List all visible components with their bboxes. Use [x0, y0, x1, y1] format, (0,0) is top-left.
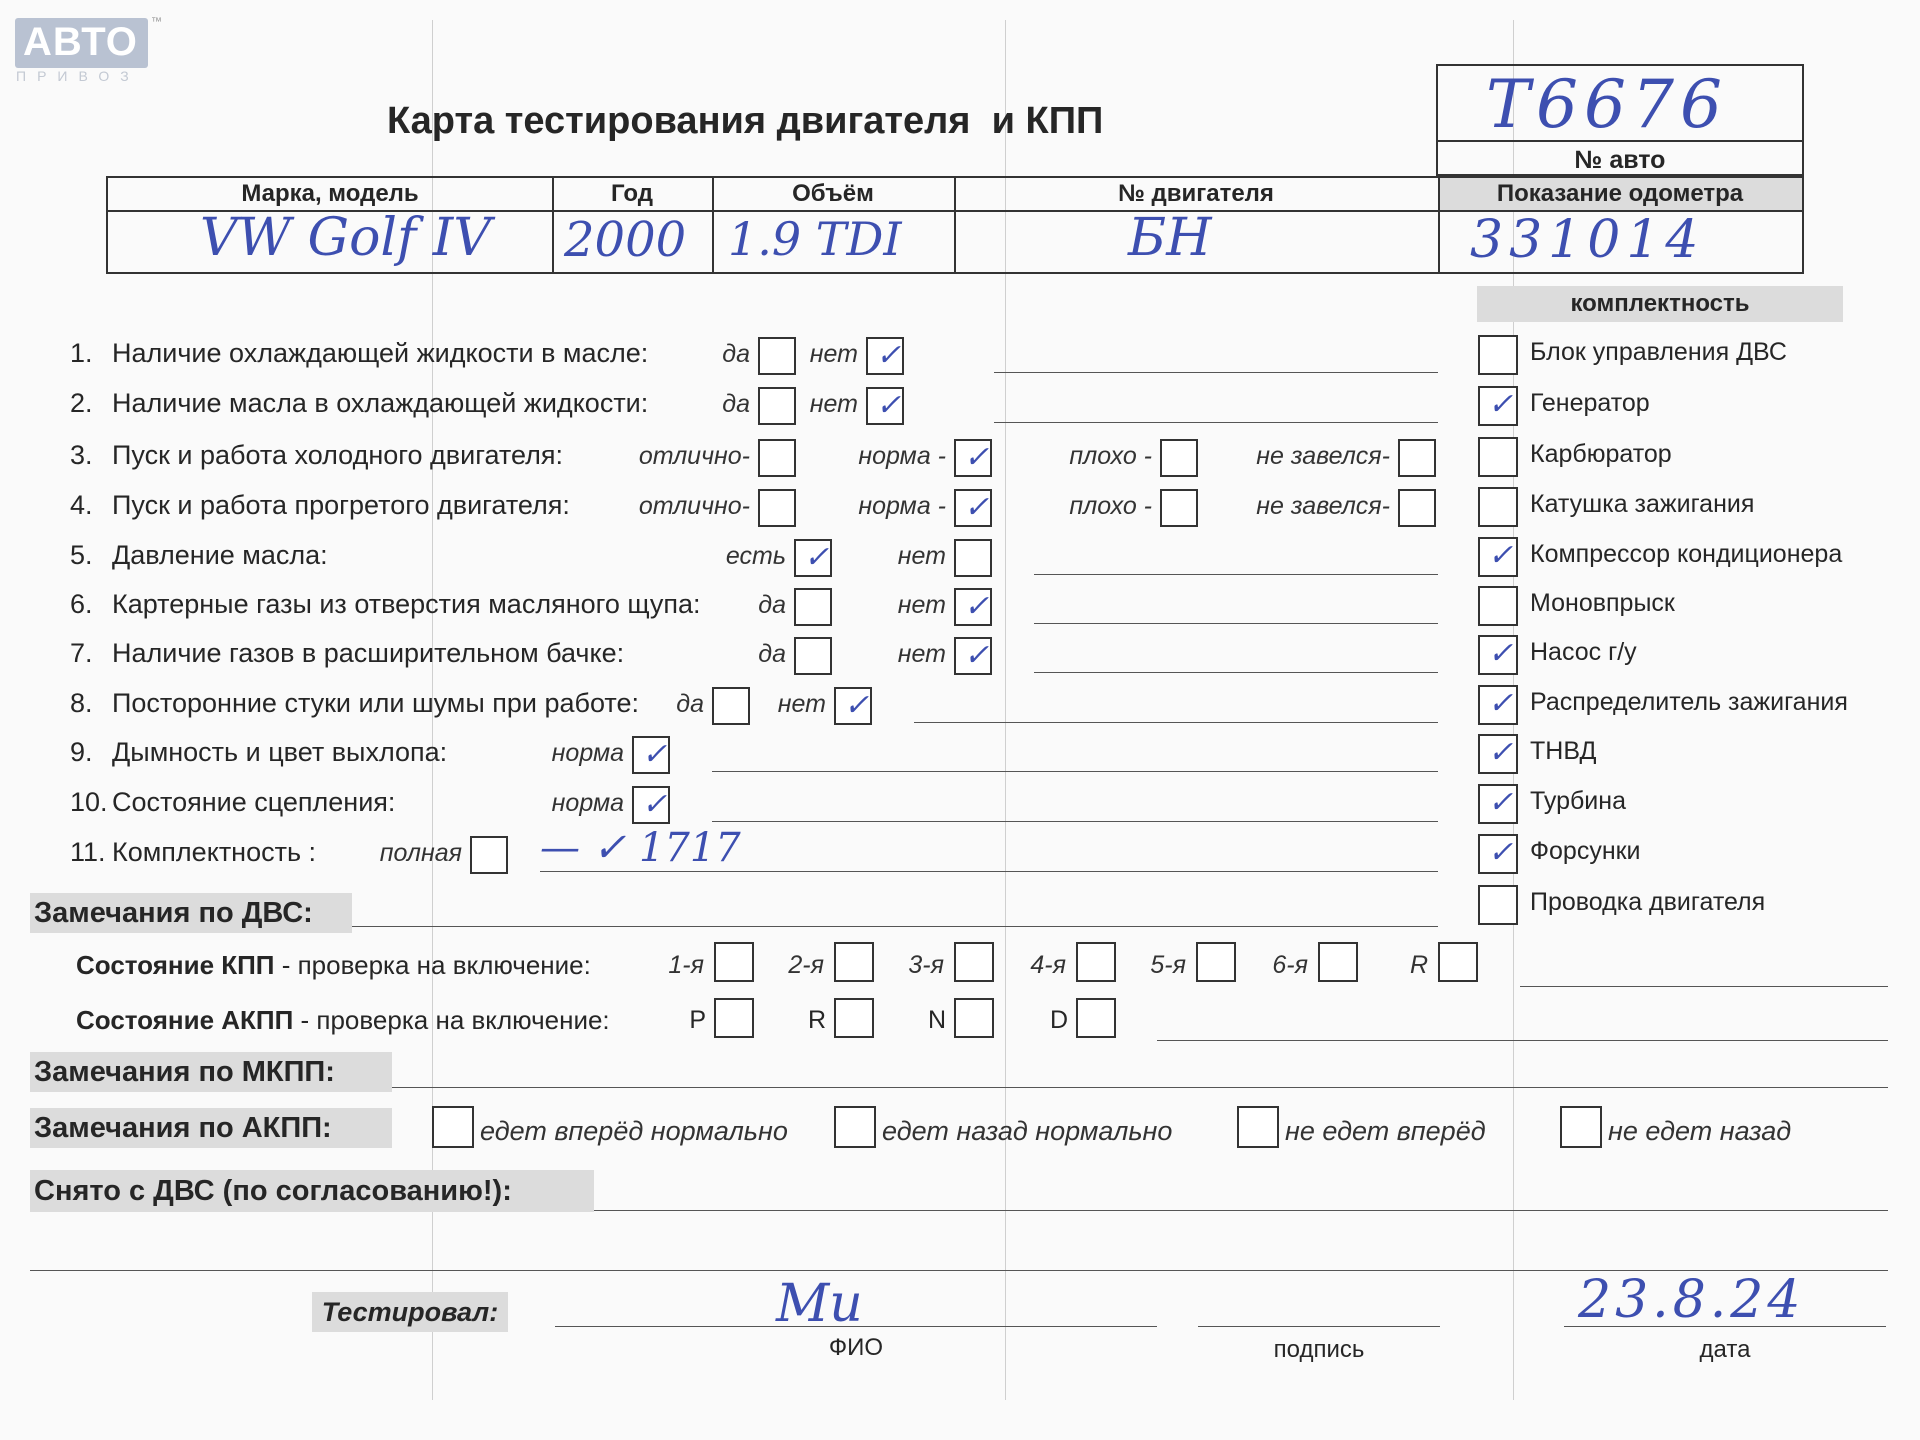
row-number: 4.: [70, 490, 93, 520]
check-mark: ✓: [642, 787, 668, 822]
kpp-label-rest: - проверка на включение:: [274, 950, 591, 980]
row-label: Дымность и цвет выхлопа:: [112, 737, 448, 767]
remark-line[interactable]: [712, 821, 1438, 822]
option-label: нет: [809, 340, 858, 368]
mode-checkbox[interactable]: [954, 998, 994, 1038]
gear-label: 2-я: [788, 951, 824, 979]
kit-title: комплектность: [1477, 286, 1843, 322]
akpp-label-bold: Состояние АКПП: [76, 1005, 294, 1035]
akpp-remarks-label: Замечания по АКПП:: [30, 1108, 392, 1148]
check-mark: ✓: [964, 638, 990, 673]
akpp-label: [76, 1005, 610, 1036]
mode-checkbox[interactable]: [714, 998, 754, 1038]
kit-item-label: ТНВД: [1530, 737, 1597, 765]
mode-label: N: [927, 1006, 946, 1034]
gear-label: 4-я: [1030, 951, 1066, 979]
row-number: 5.: [70, 540, 93, 570]
gear-checkbox[interactable]: [954, 942, 994, 982]
dvs-remarks-line[interactable]: [352, 926, 1438, 927]
option-label: да: [676, 690, 704, 718]
row-number: 7.: [70, 638, 93, 668]
row-number: 3.: [70, 440, 93, 470]
check-mark: ✓: [1488, 835, 1514, 870]
remark-line[interactable]: [994, 372, 1438, 373]
option-label: не завелся-: [1256, 492, 1390, 520]
option-label: нет: [897, 640, 946, 668]
page-title: Карта тестирования двигателя и КПП: [387, 100, 1104, 142]
make-label: Марка, модель: [241, 180, 419, 207]
option-label: отлично-: [638, 442, 750, 470]
check-mark: ✓: [1488, 538, 1514, 573]
logo-main: АВТО: [23, 20, 138, 64]
mode-label: R: [807, 1006, 826, 1034]
akpp-option-checkbox[interactable]: [432, 1106, 474, 1148]
option-checkbox[interactable]: [1160, 439, 1198, 477]
row-label: Состояние сцепления:: [112, 787, 396, 817]
row-number: 6.: [70, 589, 93, 619]
check-mark: ✓: [964, 589, 990, 624]
option-label: нет: [897, 542, 946, 570]
removed-label: Снято с ДВС (по согласованию!):: [30, 1170, 594, 1212]
fio-line[interactable]: [555, 1326, 1157, 1327]
option-label: да: [722, 340, 750, 368]
row-label: Наличие масла в охлаждающей жидкости:: [112, 388, 649, 418]
akpp-label-rest: - проверка на включение:: [293, 1005, 610, 1035]
option-label: плохо -: [1069, 442, 1152, 470]
row-label: Посторонние стуки или шумы при работе:: [112, 688, 639, 718]
option-checkbox[interactable]: [758, 489, 796, 527]
option-checkbox[interactable]: [834, 687, 872, 725]
logo-tm: ™: [151, 16, 162, 28]
option-label: норма: [551, 739, 624, 767]
kit-checkbox[interactable]: [1478, 586, 1518, 626]
make-value: VW Golf IV: [200, 208, 491, 268]
option-label: полная: [379, 839, 462, 867]
remark-line[interactable]: [1034, 672, 1438, 673]
option-checkbox[interactable]: [1398, 439, 1436, 477]
option-checkbox[interactable]: [758, 387, 796, 425]
signature-line[interactable]: [1198, 1326, 1440, 1327]
kpp-line[interactable]: [1520, 986, 1888, 987]
kit-item-label: Насос г/у: [1530, 638, 1637, 666]
option-checkbox[interactable]: [954, 637, 992, 675]
year-label: Год: [611, 180, 653, 207]
kit-item-label: Компрессор кондиционера: [1530, 540, 1843, 568]
row-number: 10.: [70, 787, 108, 817]
row-number: 9.: [70, 737, 93, 767]
mkpp-remarks-line[interactable]: [392, 1087, 1888, 1088]
kit-item-label: Катушка зажигания: [1530, 490, 1755, 518]
kit-checkbox[interactable]: [1478, 685, 1518, 725]
option-checkbox[interactable]: [794, 588, 832, 626]
option-label: нет: [809, 390, 858, 418]
check-mark: ✓: [1488, 735, 1514, 770]
row-number: 11.: [70, 837, 106, 867]
row-label: Наличие газов в расширительном бачке:: [112, 638, 625, 668]
row-label: Наличие охлаждающей жидкости в масле:: [112, 338, 649, 368]
akpp-line[interactable]: [1157, 1040, 1888, 1041]
row-number: 1.: [70, 338, 93, 368]
option-label: да: [758, 640, 786, 668]
row-number: 8.: [70, 688, 93, 718]
kit-checkbox[interactable]: [1478, 437, 1518, 477]
kit-item-label: Проводка двигателя: [1530, 888, 1766, 916]
option-checkbox[interactable]: [1160, 489, 1198, 527]
option-checkbox[interactable]: [954, 539, 992, 577]
engine-value: БН: [1128, 208, 1212, 268]
fio-label: ФИО: [828, 1334, 884, 1361]
option-label: нет: [897, 591, 946, 619]
kit-item-label: Моновпрыск: [1530, 589, 1675, 617]
option-checkbox[interactable]: [954, 489, 992, 527]
removed-line[interactable]: [594, 1210, 1888, 1211]
tester-value: Ми: [776, 1274, 863, 1334]
option-checkbox[interactable]: [866, 387, 904, 425]
remark-line[interactable]: [1034, 574, 1438, 575]
mode-checkbox[interactable]: [1076, 998, 1116, 1038]
handwritten-note: — ✓ 1717: [540, 825, 741, 871]
akpp-option-label: не едет назад: [1608, 1116, 1792, 1146]
option-checkbox[interactable]: [632, 786, 670, 824]
kit-item-label: Распределитель зажигания: [1530, 688, 1848, 716]
gear-label: 1-я: [668, 951, 704, 979]
option-label: отлично-: [638, 492, 750, 520]
row-label: Картерные газы из отверстия масляного щупа:: [112, 589, 701, 619]
option-label: не завелся-: [1256, 442, 1390, 470]
akpp-option-label: не едет вперёд: [1285, 1116, 1486, 1146]
kit-checkbox[interactable]: [1478, 784, 1518, 824]
kit-checkbox[interactable]: [1478, 834, 1518, 874]
check-mark: ✓: [1488, 686, 1514, 721]
option-checkbox[interactable]: [954, 439, 992, 477]
row-label: Пуск и работа прогретого двигателя:: [112, 490, 570, 520]
header-table: [106, 176, 1804, 274]
kit-checkbox[interactable]: [1478, 537, 1518, 577]
dvs-remarks-label: Замечания по ДВС:: [30, 893, 352, 933]
akpp-option-label: едет вперёд нормально: [480, 1116, 788, 1146]
check-mark: ✓: [876, 338, 902, 373]
car-id-box: [1436, 64, 1804, 176]
gear-label: 6-я: [1272, 951, 1308, 979]
kit-checkbox[interactable]: [1478, 734, 1518, 774]
option-checkbox[interactable]: [794, 539, 832, 577]
remark-line[interactable]: [994, 422, 1438, 423]
remark-line[interactable]: [712, 771, 1438, 772]
kit-checkbox[interactable]: [1478, 335, 1518, 375]
kit-checkbox[interactable]: [1478, 487, 1518, 527]
gear-checkbox[interactable]: [714, 942, 754, 982]
akpp-option-checkbox[interactable]: [834, 1106, 876, 1148]
check-mark: ✓: [964, 490, 990, 525]
gear-label: R: [1409, 951, 1428, 979]
engine-label: № двигателя: [1118, 180, 1274, 207]
kit-item-label: Карбюратор: [1530, 440, 1672, 468]
option-label: норма: [551, 789, 624, 817]
gear-label: 3-я: [908, 951, 944, 979]
check-mark: ✓: [1488, 636, 1514, 671]
kit-checkbox[interactable]: [1478, 386, 1518, 426]
option-checkbox[interactable]: [632, 736, 670, 774]
row-label: Давление масла:: [112, 540, 328, 570]
kit-item-label: Блок управления ДВС: [1530, 338, 1787, 366]
akpp-option-checkbox[interactable]: [1237, 1106, 1279, 1148]
date-value: 23.8.24: [1578, 1270, 1805, 1330]
logo: [15, 16, 162, 68]
option-checkbox[interactable]: [470, 836, 508, 874]
option-checkbox[interactable]: [794, 637, 832, 675]
kit-checkbox[interactable]: [1478, 635, 1518, 675]
row-number: 2.: [70, 388, 93, 418]
logo-subtitle: ПРИВОЗ: [16, 68, 140, 84]
check-mark: ✓: [964, 440, 990, 475]
check-mark: ✓: [642, 737, 668, 772]
year-value: 2000: [564, 212, 687, 268]
gear-checkbox[interactable]: [1076, 942, 1116, 982]
option-label: нет: [777, 690, 826, 718]
option-label: есть: [725, 542, 786, 570]
akpp-option-checkbox[interactable]: [1560, 1106, 1602, 1148]
check-mark: ✓: [804, 540, 830, 575]
option-label: да: [758, 591, 786, 619]
kpp-label-bold: Состояние КПП: [76, 950, 275, 980]
mkpp-remarks-label: Замечания по МКПП:: [30, 1052, 392, 1092]
check-mark: ✓: [844, 688, 870, 723]
date-label: дата: [1699, 1336, 1751, 1363]
gear-checkbox[interactable]: [834, 942, 874, 982]
volume-value: 1.9 TDI: [728, 212, 902, 266]
remark-line[interactable]: [540, 871, 1438, 872]
kpp-label: [76, 950, 591, 981]
date-line[interactable]: [1564, 1326, 1886, 1327]
option-label: норма -: [858, 492, 946, 520]
odometer-label: Показание одометра: [1496, 180, 1744, 207]
car-id-label: № авто: [1574, 146, 1666, 174]
car-id-divider: [1438, 140, 1802, 142]
gear-checkbox[interactable]: [1318, 942, 1358, 982]
row-label: Пуск и работа холодного двигателя:: [112, 440, 563, 470]
check-mark: ✓: [876, 388, 902, 423]
remark-line[interactable]: [914, 722, 1438, 723]
check-mark: ✓: [1488, 387, 1514, 422]
option-checkbox[interactable]: [758, 337, 796, 375]
kit-item-label: Форсунки: [1530, 837, 1641, 865]
mode-label: D: [1049, 1006, 1068, 1034]
option-checkbox[interactable]: [954, 588, 992, 626]
option-checkbox[interactable]: [1398, 489, 1436, 527]
tested-label: Тестировал:: [312, 1292, 508, 1332]
kit-item-label: Генератор: [1530, 389, 1650, 417]
check-mark: ✓: [1488, 785, 1514, 820]
car-id-value: T6676: [1486, 66, 1728, 143]
row-label: Комплектность :: [112, 837, 317, 867]
option-checkbox[interactable]: [758, 439, 796, 477]
kit-checkbox[interactable]: [1478, 885, 1518, 925]
option-checkbox[interactable]: [866, 337, 904, 375]
akpp-option-label: едет назад нормально: [882, 1116, 1173, 1146]
gear-checkbox[interactable]: [1438, 942, 1478, 982]
volume-label: Объём: [792, 180, 874, 207]
gear-checkbox[interactable]: [1196, 942, 1236, 982]
odometer-value: 331014: [1470, 210, 1705, 270]
gear-label: 5-я: [1150, 951, 1186, 979]
option-label: плохо -: [1069, 492, 1152, 520]
option-label: да: [722, 390, 750, 418]
remark-line[interactable]: [1034, 623, 1438, 624]
mode-label: P: [689, 1006, 706, 1034]
kit-item-label: Турбина: [1530, 787, 1626, 815]
option-label: норма -: [858, 442, 946, 470]
option-checkbox[interactable]: [712, 687, 750, 725]
mode-checkbox[interactable]: [834, 998, 874, 1038]
signature-label: подпись: [1273, 1336, 1365, 1363]
